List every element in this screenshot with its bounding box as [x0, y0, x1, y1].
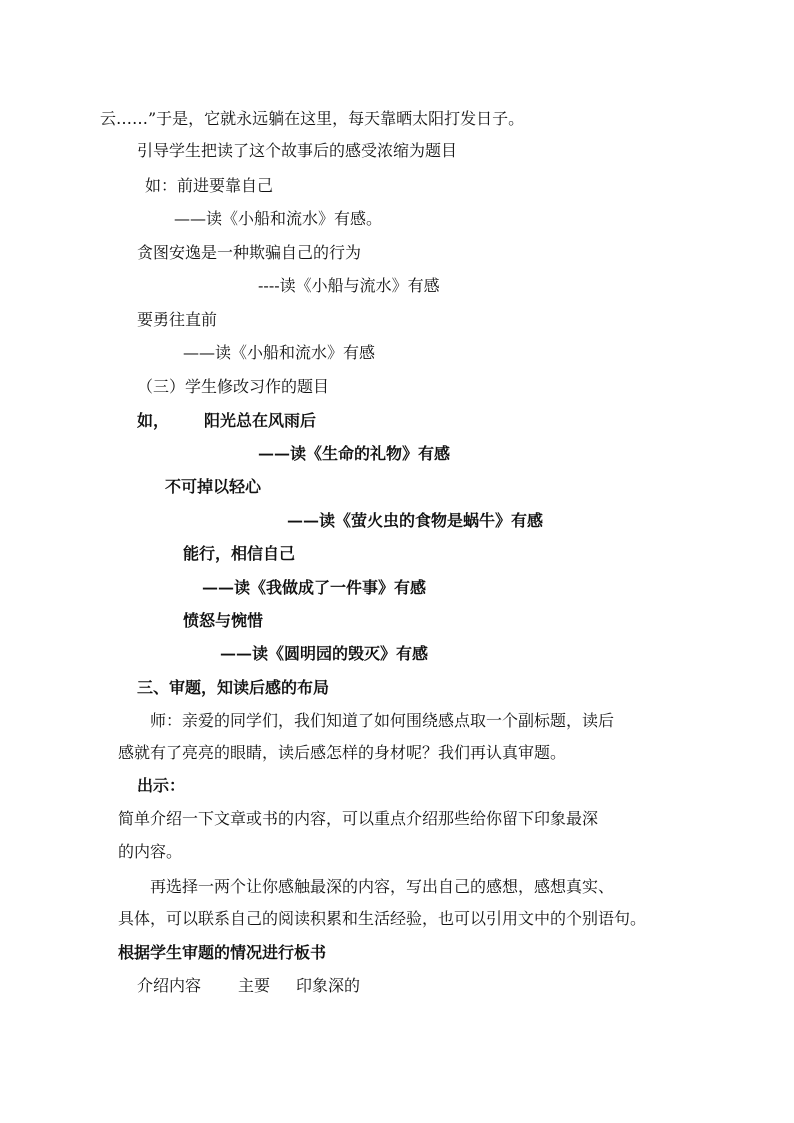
- subtitle-line: ----读《小船与流水》有感: [258, 276, 440, 295]
- section-heading: 三、审题，知读后感的布局: [137, 678, 330, 697]
- show-label: 出示：: [137, 776, 186, 795]
- subtitle-line: ——读《圆明园的毁灭》有感: [220, 644, 429, 663]
- board-item: 主要: [238, 976, 271, 995]
- subtitle-line: ——读《我做成了一件事》有感: [202, 578, 427, 597]
- paragraph-line: 师：亲爱的同学们，我们知道了如何围绕感点取一个副标题，读后: [150, 711, 615, 730]
- example-title: 不可掉以轻心: [165, 477, 262, 496]
- board-item: 印象深的: [296, 976, 361, 995]
- subtitle-line: ——读《萤火虫的食物是蜗牛》有感: [287, 511, 544, 530]
- example-title: 要勇往直前: [137, 310, 218, 329]
- subtitle-line: ——读《小船和流水》有感。: [174, 209, 383, 228]
- paragraph-line: 再选择一两个让你感触最深的内容，写出自己的感想，感想真实、: [150, 877, 615, 896]
- paragraph-line: 云……”于是，它就永远躺在这里，每天靠晒太阳打发日子。: [100, 109, 525, 128]
- example-title: 能行，相信自己: [183, 544, 296, 563]
- paragraph-line: 的内容。: [118, 842, 183, 861]
- paragraph-line: 引导学生把读了这个故事后的感受浓缩为题目: [137, 141, 458, 160]
- subtitle-line: ——读《小船和流水》有感: [183, 343, 376, 362]
- example-intro: 如：前进要靠自己: [145, 176, 274, 195]
- section-heading: 根据学生审题的情况进行板书: [118, 943, 327, 962]
- paragraph-line: 简单介绍一下文章或书的内容，可以重点介绍那些给你留下印象最深: [118, 809, 599, 828]
- example-title: 贪图安逸是一种欺骗自己的行为: [137, 243, 362, 262]
- example-intro: 如，: [137, 411, 170, 430]
- paragraph-line: 感就有了亮亮的眼睛，读后感怎样的身材呢？我们再认真审题。: [118, 743, 567, 762]
- example-title: 愤怒与惋惜: [183, 611, 264, 630]
- board-item: 介绍内容: [137, 976, 202, 995]
- example-title: 阳光总在风雨后: [204, 411, 317, 430]
- section-heading: （三）学生修改习作的题目: [137, 377, 330, 396]
- subtitle-line: ——读《生命的礼物》有感: [258, 444, 451, 463]
- paragraph-line: 具体，可以联系自己的阅读积累和生活经验，也可以引用文中的个别语句。: [118, 909, 647, 928]
